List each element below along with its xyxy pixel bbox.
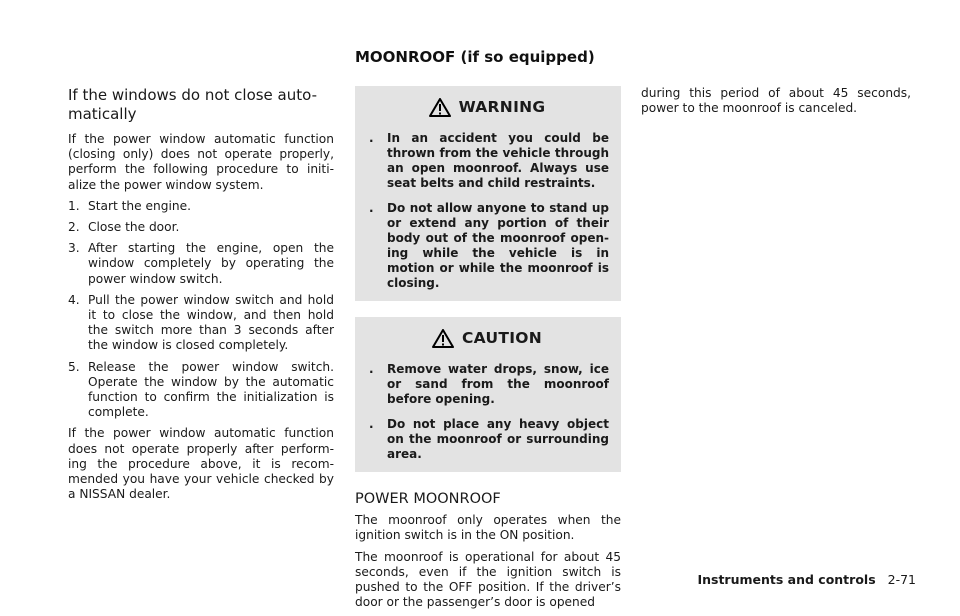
warning-title: WARNING [365,98,609,117]
middle-column [355,86,621,616]
section-title-power-moonroof: POWER MOONROOF [355,491,501,507]
list-item: . Do not allow anyone to stand up or extend any portion of their body out of the moonroof open-ing while the vehicle is in motion or while the moonroof is closing. [369,201,609,290]
warning-list [365,131,609,291]
warning-box [355,86,621,301]
warning-triangle-icon [429,98,451,117]
intro-paragraph: If the power window automatic function (closing only) does not operate properly, perform the following procedure to initi-alize the power window system. [68,132,334,192]
list-item: . In an accident you could be thrown from the vehicle through an open moonroof. Always use seat belts and child restraints. [369,131,609,190]
caution-box [355,317,621,472]
list-item: 3. After starting the engine, open the window completely by operating the power window switch. [68,241,334,286]
closing-paragraph: If the power window automatic function does not operate properly after perform-ing the procedure above, it is recom-mended you have your vehicle checked by a NISSAN dealer. [68,426,334,502]
paragraph-canceled: during this period of about 45 seconds, power to the moonroof is canceled. [641,86,911,116]
list-item: 4. Pull the power window switch and hold it to close the window, and then hold the switch more than 3 seconds after the window is closed completely. [68,292,334,353]
subheading-windows: If the windows do not close auto-matically [68,86,318,123]
paragraph-operational: The moonroof is operational for about 45 seconds, even if the ignition switch is pushed to the OFF position. If the driver’s door or the passenger’s door is opened [355,549,621,610]
list-item: . Remove water drops, snow, ice or sand from the moonroof before opening. [369,362,609,406]
list-item: . Do not place any heavy object on the moonroof or surrounding area. [369,417,609,461]
page-header: MOONROOF (if so equipped) [355,48,595,66]
left-column [68,86,334,508]
caution-title: CAUTION [365,329,609,348]
list-item: 2. Close the door. [68,220,180,235]
procedure-steps [68,199,334,421]
paragraph-ignition: The moonroof only operates when the ignition switch is in the ON position. [355,513,621,543]
page-number: 2-71 [887,572,916,587]
warning-triangle-icon [432,329,454,348]
footer-section: Instruments and controls [697,572,876,587]
page-footer [697,572,916,587]
list-item: 1. Start the engine. [68,198,191,213]
caution-list [365,362,609,462]
right-column [641,86,911,122]
list-item: 5. Release the power window switch. Operate the window by the automatic function to confirm the initialization is complete. [68,359,334,420]
